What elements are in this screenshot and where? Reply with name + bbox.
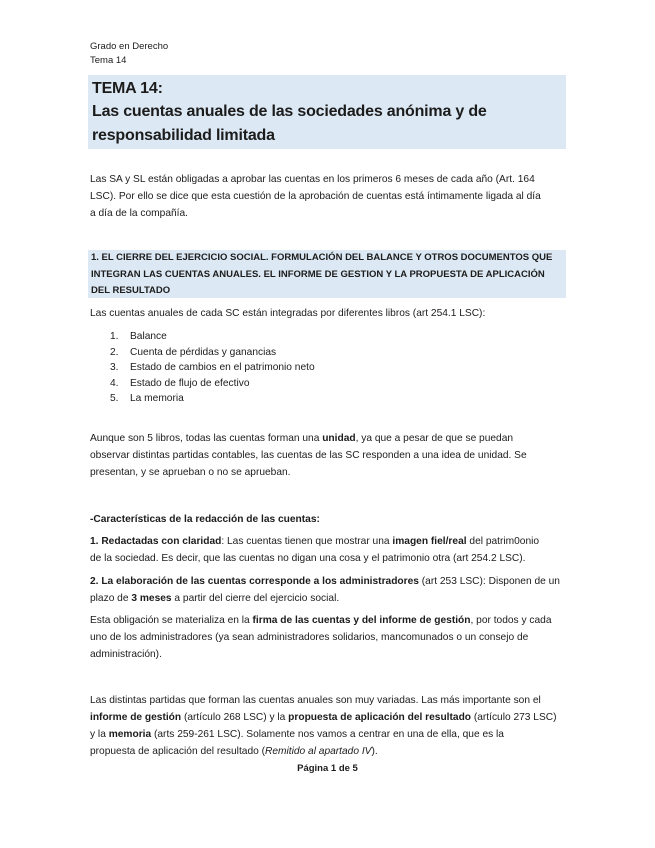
parts-line: Las distintas partidas que forman las cuentas anuales son muy variadas. Las más importante son el [90, 695, 541, 706]
text-run: plazo de [90, 593, 132, 604]
list-text: La memoria [130, 393, 184, 405]
bold-run: 1. Redactadas con claridad [90, 536, 222, 547]
unity-line [90, 430, 566, 447]
list-text: Estado de flujo de efectivo [130, 377, 250, 389]
characteristic-line [90, 573, 566, 590]
bold-run: imagen fiel/real [392, 536, 467, 547]
bold-run: 3 meses [131, 593, 172, 604]
text-run: (artículo 268 LSC) y la [181, 712, 289, 723]
unity-line: observar distintas partidas contables, las cuentas de las SC responden a una idea de unidad. Se [90, 450, 527, 461]
intro-line: a día de la compañía. [90, 208, 188, 219]
list-item [110, 360, 315, 376]
unity-line: presentan, y se aprueban o no se aprueban. [90, 467, 291, 478]
header-topic: Tema 14 [90, 55, 127, 66]
text-run: a partir del cierre del ejercicio social. [171, 593, 340, 604]
obligation-line [90, 612, 566, 629]
text-run: , ya que a pesar de que se puedan [355, 433, 514, 444]
header-course: Grado en Derecho [90, 41, 169, 52]
text-run: , por todos y cada [470, 615, 552, 626]
text-run: Esta obligación se materializa en la [90, 615, 253, 626]
obligation-line: uno de los administradores (ya sean administradores solidarios, mancomunados o un consejo de [90, 632, 529, 643]
books-intro: Las cuentas anuales de cada SC están integradas por diferentes libros (art 254.1 LSC): [90, 308, 486, 319]
list-number: 3. [110, 362, 119, 374]
intro-line: Las SA y SL están obligadas a aprobar las cuentas en los primeros 6 meses de cada año (Art. 164 [90, 174, 535, 185]
section-heading [88, 250, 566, 298]
list-item [110, 345, 315, 361]
text-run: ). [371, 746, 378, 757]
text-run: Aunque son 5 libros, todas las cuentas forman una [90, 433, 323, 444]
characteristic-2 [90, 573, 566, 607]
parts-line [90, 743, 566, 760]
bold-run: memoria [108, 729, 152, 740]
bold-run: firma de las cuentas y del informe de gestión [252, 615, 471, 626]
title-number: TEMA 14: [92, 80, 163, 97]
section-heading-line: DEL RESULTADO [91, 285, 171, 296]
section-heading-line: 1. EL CIERRE DEL EJERCICIO SOCIAL. FORMULACIÓN DEL BALANCE Y OTROS DOCUMENTOS QUE [91, 252, 553, 263]
books-list [110, 329, 315, 407]
parts-line [90, 709, 566, 726]
title-block [88, 75, 566, 149]
characteristics-heading: -Características de la redacción de las cuentas: [90, 514, 320, 525]
text-run: propuesta de aplicación del resultado ( [90, 746, 265, 757]
characteristic-line [90, 533, 566, 550]
bold-run: informe de gestión [90, 712, 182, 723]
list-item [110, 391, 315, 407]
italic-run: Remitido al apartado IV [265, 746, 372, 757]
characteristic-line: de la sociedad. Es decir, que las cuentas no digan una cosa y el patrimonio otra (art 254.2 LSC). [90, 553, 526, 564]
text-run: (artículo 273 LSC) [471, 712, 557, 723]
list-number: 4. [110, 377, 119, 389]
parts-line [90, 726, 566, 743]
section-heading-line: INTEGRAN LAS CUENTAS ANUALES. EL INFORME DE GESTION Y LA PROPUESTA DE APLICACIÓN [91, 268, 545, 280]
list-text: Estado de cambios en el patrimonio neto [130, 362, 315, 374]
intro-line: LSC). Por ello se dice que esta cuestión de la aprobación de cuentas está íntimamente ligada al día [90, 191, 541, 202]
text-run: (arts 259-261 LSC). Solamente nos vamos a centrar en una de ella, que es la [151, 729, 504, 740]
list-item [110, 329, 315, 345]
bold-run: 2. La elaboración de las cuentas corresponde a los administradores [90, 576, 419, 587]
list-number: 1. [110, 331, 119, 342]
page-header [90, 40, 168, 68]
list-number: 2. [110, 346, 119, 358]
list-text: Cuenta de pérdidas y ganancias [130, 346, 277, 358]
list-item [110, 376, 315, 392]
list-text: Balance [130, 331, 167, 342]
title-line-3: responsabilidad limitada [92, 127, 275, 144]
obligation-paragraph [90, 612, 566, 663]
text-run: y la [90, 729, 109, 740]
parts-paragraph [90, 692, 566, 760]
characteristic-1 [90, 533, 566, 567]
text-run: (art 253 LSC): Disponen de un [418, 576, 560, 587]
obligation-line: administración). [90, 649, 162, 660]
bold-run: propuesta de aplicación del resultado [288, 712, 472, 723]
text-run: : Las cuentas tienen que mostrar una [221, 536, 393, 547]
characteristic-line [90, 590, 566, 607]
intro-paragraph [90, 171, 566, 222]
unity-paragraph [90, 430, 566, 481]
title-line-2: Las cuentas anuales de las sociedades anónima y de [92, 103, 487, 120]
page-footer: Página 1 de 5 [297, 763, 358, 774]
list-number: 5. [110, 393, 119, 405]
bold-run: unidad [322, 433, 356, 444]
text-run: del patrim0onio [466, 536, 540, 547]
